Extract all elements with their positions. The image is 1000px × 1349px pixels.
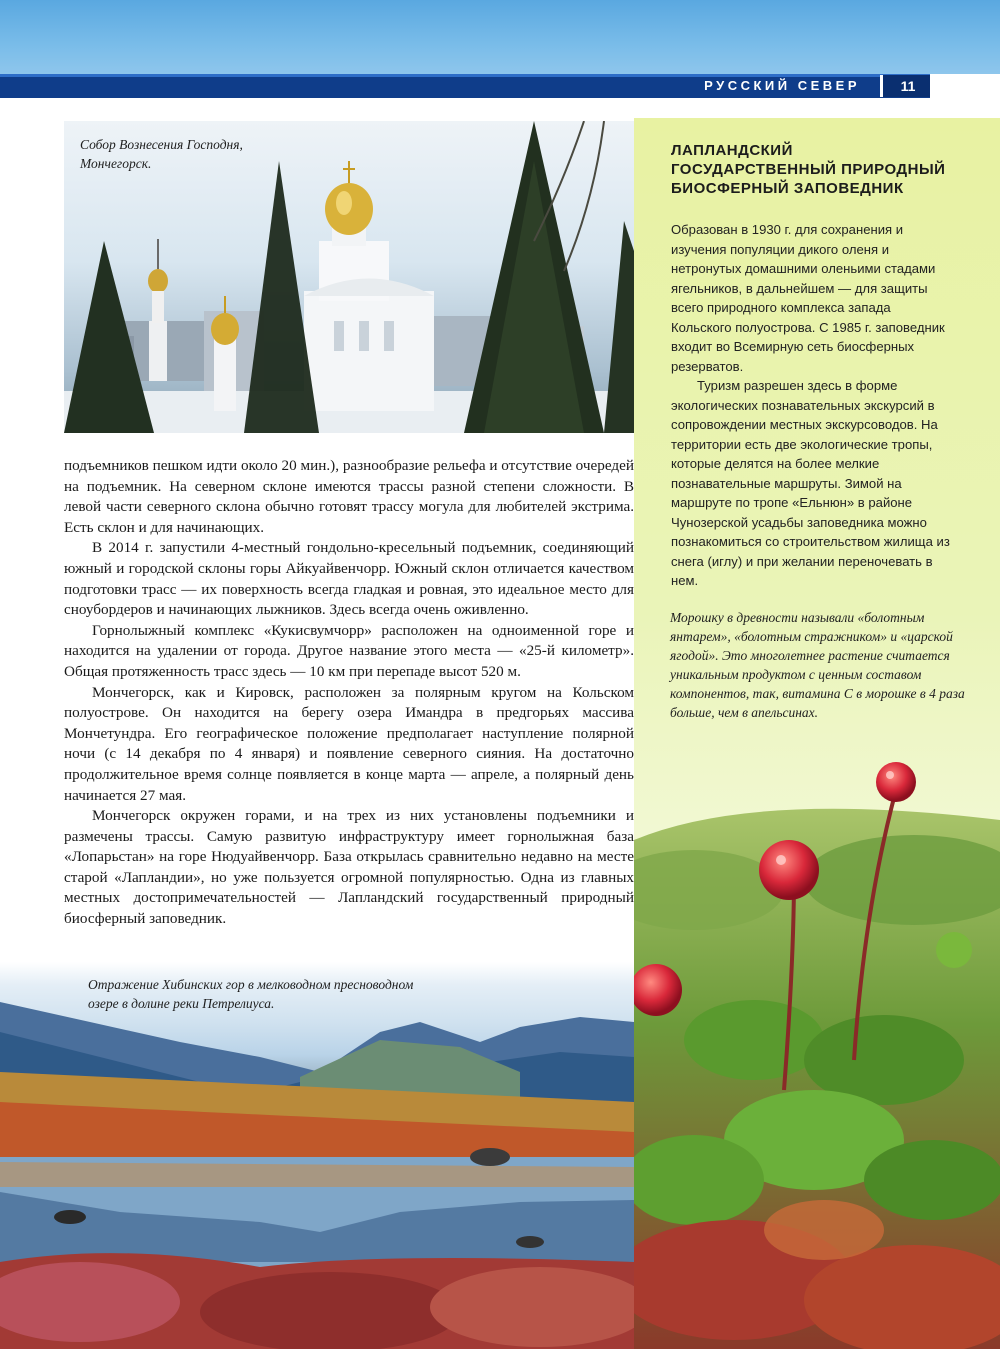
header-sky-banner bbox=[0, 0, 1000, 74]
sidebar-text bbox=[671, 220, 953, 591]
lake-photo bbox=[0, 962, 634, 1349]
lake-caption: Отражение Хибинских гор в мелководном пресноводном озере в долине реки Петрелиуса. bbox=[88, 977, 414, 1011]
paragraph: Мончегорск окружен горами, и на трех из них установлены подъемники и размечены трассы. Самую развитую инфраструктуру имеет горнолыжная база «Лопарьстан» на горе Нюдуайвенчорр. База открылась сравнительно недавно на месте старой «Лапландии», но уже пользуется огромной популярностью. Одна из главных местных достопримечательностей — Лапландский государственный природный биосферный заповедник. bbox=[64, 807, 634, 928]
cloudberry-photo bbox=[634, 760, 1000, 1349]
sidebar-paragraph: Образован в 1930 г. для сохранения и изучения популяции дикого оленя и нетронутых домашними оленьими стадами ягельников, в дальнейшем — для защиты всего природного комплекса запада Кольского полуострова. С 1985 г. заповедник входит во Всемирную сеть биосферных резерватов. bbox=[671, 222, 945, 374]
sidebar-paragraph: Туризм разрешен здесь в форме экологических познавательных экскурсий в сопровождении местных экскурсоводов. На территории есть две экологические тропы, которые делятся на более мелкие познавательные маршруты. Зимой на маршруте по тропе «Ельнюн» в районе Чунозерской усадьбы заповедника можно познакомиться со строительством жилища из снега (иглу) и при желании переночевать в нем. bbox=[671, 378, 950, 588]
cloudberry-caption: Морошку в древности называли «болотным янтарем», «болотным стражником» и «царской ягодой». Это многолетнее растение считается уникальным продуктом с ценным составом компонентов, так, витамина С в морошке в 4 раза больше, чем в апельсинах. bbox=[670, 610, 965, 720]
cathedral-caption: Собор Вознесения Господня, Мончегорск. bbox=[80, 137, 243, 171]
main-article-text bbox=[64, 456, 634, 930]
sidebar-heading: ЛАПЛАНДСКИЙ ГОСУДАРСТВЕННЫЙ ПРИРОДНЫЙ БИОСФЕРНЫЙ ЗАПОВЕДНИК bbox=[671, 142, 946, 197]
section-title: РУССКИЙ СЕВЕР bbox=[704, 78, 860, 93]
paragraph: Мончегорск, как и Кировск, расположен за полярным кругом на Кольском полуострове. Он находится на берегу озера Имандра в предгорьях массива Мончетундра. Его географическое положение предполагает наступление полярной ночи (с 14 декабря по 4 января) и появление северного сияния. На достаточно продолжительное время солнце появляется в конце марта — апреле, а полярный день начинается 27 мая. bbox=[64, 683, 634, 804]
paragraph: Горнолыжный комплекс «Кукисвумчорр» расположен на одноименной горе и находится на удалении от города. Другое название этого места — «25-й километр». Общая протяженность трасс здесь — 10 км при перепаде высот 520 м. bbox=[64, 621, 634, 680]
paragraph: подъемников пешком идти около 20 мин.), разнообразие рельефа и отсутствие очередей на подъемник. На северном склоне имеются трассы разной степени сложности. В левой части северного склона обычно готовят трассу могула для любителей экстрима. Есть склон и для начинающих. bbox=[64, 457, 634, 536]
paragraph: В 2014 г. запустили 4-местный гондольно-кресельный подъемник, соединяющий южный и городской склоны горы Айкуайвенчорр. Южный склон отличается качеством подготовки трасс — их поверхность всегда гладкая и ровная, это идеальное место для сноубордеров и начинающих лыжников. Здесь всегда очень оживленно. bbox=[64, 539, 634, 619]
page-number: 11 bbox=[880, 75, 933, 97]
